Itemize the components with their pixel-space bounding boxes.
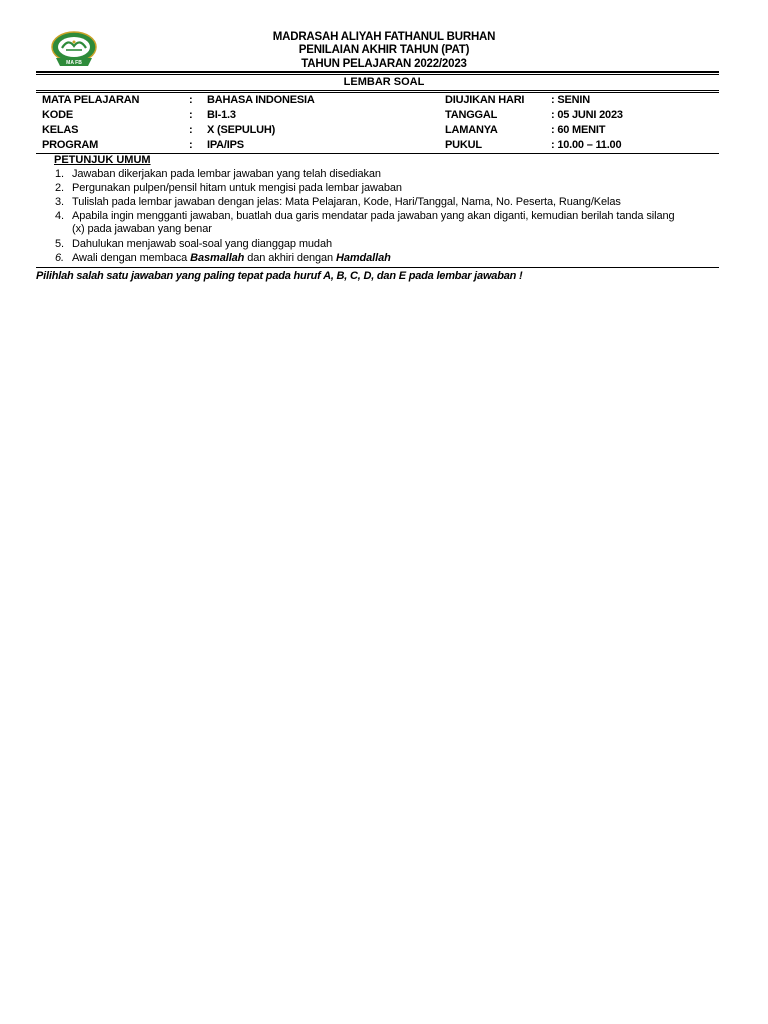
label-kode: KODE bbox=[42, 109, 73, 121]
logo-caption: MA FB bbox=[66, 60, 82, 66]
item-number: 2. bbox=[55, 182, 64, 194]
hamdallah-text: Hamdallah bbox=[335, 252, 391, 264]
item-number: 4. bbox=[55, 210, 64, 222]
value-program: IPA/IPS bbox=[207, 139, 244, 151]
list-item bbox=[55, 210, 675, 222]
sheet-title: LEMBAR SOAL bbox=[343, 76, 425, 88]
value-kelas: X (SEPULUH) bbox=[207, 124, 276, 136]
header-rule-thin bbox=[36, 74, 719, 75]
item-text-mid: dan akhiri dengan bbox=[244, 252, 336, 264]
answer-instruction: Pilihlah salah satu jawaban yang paling tepat pada huruf A, B, C, D, dan E pada lembar jawaban ! bbox=[36, 270, 523, 282]
value-diujikan-hari: : SENIN bbox=[551, 94, 590, 106]
item-text: Tulislah pada lembar jawaban dengan jelas: Mata Pelajaran, Kode, Hari/Tanggal, Nama, No. Peserta, Ruang/Kelas bbox=[72, 196, 621, 208]
petunjuk-title: PETUNJUK UMUM bbox=[54, 154, 151, 166]
sep-program: : bbox=[189, 139, 193, 151]
academic-year: TAHUN PELAJARAN 2022/2023 bbox=[301, 58, 467, 70]
label-lamanya: LAMANYA bbox=[445, 124, 498, 136]
item-number: 5. bbox=[55, 238, 64, 250]
sep-kelas: : bbox=[189, 124, 193, 136]
label-pukul: PUKUL bbox=[445, 139, 482, 151]
sep-kode: : bbox=[189, 109, 193, 121]
item-text: Jawaban dikerjakan pada lembar jawaban yang telah disediakan bbox=[72, 168, 381, 180]
item-number: 3. bbox=[55, 196, 64, 208]
info-top-rule bbox=[36, 90, 719, 91]
value-lamanya: : 60 MENIT bbox=[551, 124, 606, 136]
list-item bbox=[55, 252, 391, 264]
list-item bbox=[55, 238, 332, 250]
school-name: MADRASAH ALIYAH FATHANUL BURHAN bbox=[272, 31, 496, 43]
basmallah-text: Basmallah bbox=[190, 252, 245, 264]
list-item bbox=[55, 196, 621, 208]
item-text: Pergunakan pulpen/pensil hitam untuk mengisi pada lembar jawaban bbox=[72, 182, 402, 194]
label-mata-pelajaran: MATA PELAJARAN bbox=[42, 94, 140, 106]
value-tanggal: : 05 JUNI 2023 bbox=[551, 109, 623, 121]
value-mata-pelajaran: BAHASA INDONESIA bbox=[207, 94, 315, 106]
value-kode: BI-1.3 bbox=[207, 109, 236, 121]
item-number: 1. bbox=[55, 168, 64, 180]
petunjuk-bottom-rule bbox=[36, 267, 719, 268]
item-number: 6. bbox=[55, 252, 64, 264]
list-item-continuation: (x) pada jawaban yang benar bbox=[72, 223, 212, 235]
value-pukul: : 10.00 – 11.00 bbox=[551, 139, 622, 151]
label-kelas: KELAS bbox=[42, 124, 79, 136]
header-rule bbox=[36, 71, 719, 73]
exam-name: PENILAIAN AKHIR TAHUN (PAT) bbox=[298, 44, 470, 56]
item-text: Apabila ingin mengganti jawaban, buatlah dua garis mendatar pada jawaban yang akan diganti, kemudian berilah tanda silang bbox=[72, 210, 675, 222]
list-item bbox=[55, 168, 381, 180]
info-top-rule-2 bbox=[36, 92, 719, 93]
item-text-pre: Awali dengan membaca bbox=[72, 252, 191, 264]
sep-mata-pelajaran: : bbox=[189, 94, 193, 106]
list-item bbox=[55, 182, 402, 194]
label-program: PROGRAM bbox=[42, 139, 99, 151]
label-tanggal: TANGGAL bbox=[445, 109, 498, 121]
item-text: Dahulukan menjawab soal-soal yang dianggap mudah bbox=[72, 238, 332, 250]
label-diujikan-hari: DIUJIKAN HARI bbox=[445, 94, 525, 106]
